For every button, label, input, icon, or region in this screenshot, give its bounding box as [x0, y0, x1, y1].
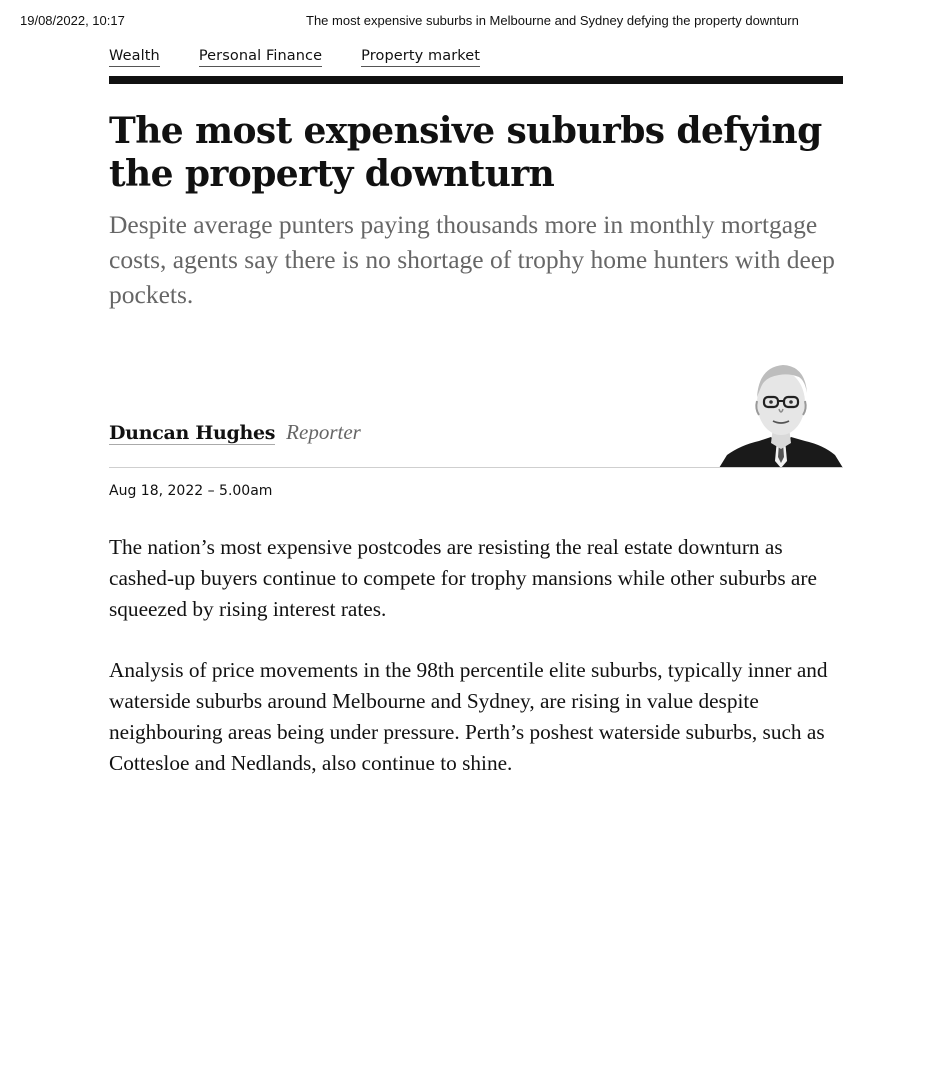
body-paragraph: Analysis of price movements in the 98th percentile elite suburbs, typically inner and waterside suburbs around Melbourne and Sydney, are rising in value despite neighbouring areas being under pressure. Perth’s poshest waterside suburbs, such as Cottesloe and Nedlands, also continue to shine.	[109, 658, 828, 775]
article-dateline: Aug 18, 2022 – 5.00am	[109, 483, 273, 499]
section-nav	[109, 47, 519, 67]
byline-divider	[109, 467, 843, 468]
print-page-title: The most expensive suburbs in Melbourne and Sydney defying the property downturn	[306, 13, 799, 28]
nav-item-personal-finance[interactable]: Personal Finance	[199, 47, 322, 67]
author-name-link[interactable]: Duncan Hughes	[109, 422, 276, 444]
nav-item-property-market[interactable]: Property market	[361, 47, 480, 67]
article-body	[109, 532, 843, 809]
print-datetime: 19/08/2022, 10:17	[20, 13, 125, 28]
article-standfirst: Despite average punters paying thousands more in monthly mortgage costs, agents say there is no shortage of trophy home hunters with deep pockets.	[109, 210, 835, 309]
body-paragraph: The nation’s most expensive postcodes are resisting the real estate downturn as cashed-up buyers continue to compete for trophy mansions while other suburbs are squeezed by rising interest rates.	[109, 535, 817, 621]
print-header	[0, 13, 945, 31]
byline	[109, 420, 361, 445]
author-role: Reporter	[286, 420, 361, 444]
header-rule	[109, 76, 843, 84]
author-portrait	[719, 357, 843, 468]
article-headline: The most expensive suburbs defying the property downturn	[109, 110, 822, 195]
nav-item-wealth[interactable]: Wealth	[109, 47, 160, 67]
